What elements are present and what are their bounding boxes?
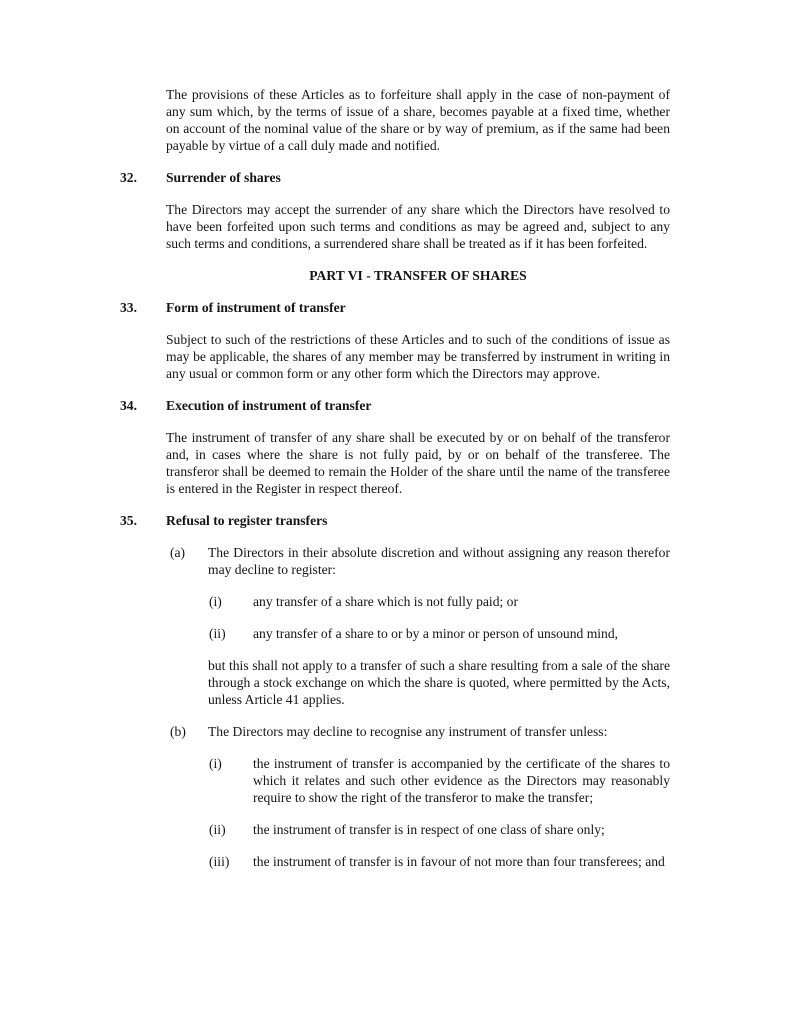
clause-35a-i	[209, 593, 791, 610]
section-32-heading	[120, 169, 791, 186]
clause-35b-i	[209, 755, 791, 806]
section-32-body: The Directors may accept the surrender of any share which the Directors have resolved to have been forfeited upon such terms and conditions as may be agreed and, subject to any such terms and conditions, a surrendered share shall be treated as if it has been forfeited.	[166, 202, 670, 251]
section-35-heading	[120, 512, 791, 529]
clause-35b-i-label: (i)	[209, 756, 222, 771]
section-35-title: Refusal to register transfers	[166, 513, 328, 528]
clause-35a-i-label: (i)	[209, 594, 222, 609]
clause-35b-i-text: the instrument of transfer is accompanied by the certificate of the shares to which it relates and such other evidence as the Directors may reasonably require to show the right of the transferor to make the transfer;	[253, 756, 670, 805]
section-34-body: The instrument of transfer of any share shall be executed by or on behalf of the transferor and, in cases where the share is not fully paid, by or on behalf of the transferee. The transferor shall be deemed to remain the Holder of the share until the name of the transferee is entered in the Register in respect thereof.	[166, 430, 670, 496]
clause-35a-ii	[209, 625, 791, 642]
clause-35b-ii-text: the instrument of transfer is in respect of one class of share only;	[253, 822, 605, 837]
clause-35b-ii-label: (ii)	[209, 822, 226, 837]
clause-35b-iii	[209, 853, 791, 870]
section-34-number: 34.	[120, 398, 137, 413]
section-33-heading	[120, 299, 791, 316]
clause-35b-ii	[209, 821, 791, 838]
section-33-body: Subject to such of the restrictions of these Articles and to such of the conditions of issue as may be applicable, the shares of any member may be transferred by instrument in writing in any usual or common form or any other form which the Directors may approve.	[166, 332, 670, 381]
clause-35b-label: (b)	[170, 724, 186, 739]
section-33-title: Form of instrument of transfer	[166, 300, 346, 315]
section-32-number: 32.	[120, 170, 137, 185]
clause-35b	[170, 723, 791, 740]
clause-35a-ii-label: (ii)	[209, 626, 226, 641]
clause-35a-continuation: but this shall not apply to a transfer of such a share resulting from a sale of the share through a stock exchange on which the share is quoted, where permitted by the Acts, unless Article 41 applies.	[208, 658, 670, 707]
section-35-number: 35.	[120, 513, 137, 528]
section-32-title: Surrender of shares	[166, 170, 281, 185]
section-33-number: 33.	[120, 300, 137, 315]
clause-35a-label: (a)	[170, 545, 186, 560]
clause-35a-ii-text: any transfer of a share to or by a minor or person of unsound mind,	[253, 626, 619, 641]
clause-35b-iii-text: the instrument of transfer is in favour of not more than four transferees; and	[253, 854, 665, 869]
section-34-heading	[120, 397, 791, 414]
clause-35b-iii-label: (iii)	[209, 854, 230, 869]
intro-paragraph: The provisions of these Articles as to forfeiture shall apply in the case of non-payment of any sum which, by the terms of issue of a share, becomes payable at a fixed time, whether on account of the nominal value of the share or by way of premium, as if the same had been payable by virtue of a call duly made and notified.	[166, 87, 670, 153]
clause-35b-text: The Directors may decline to recognise any instrument of transfer unless:	[208, 724, 608, 739]
section-34-title: Execution of instrument of transfer	[166, 398, 372, 413]
part-vi-heading: PART VI - TRANSFER OF SHARES	[309, 268, 527, 283]
clause-35a	[170, 544, 791, 578]
clause-35a-i-text: any transfer of a share which is not fully paid; or	[253, 594, 518, 609]
clause-35a-text: The Directors in their absolute discretion and without assigning any reason therefor may decline to register:	[208, 545, 670, 577]
